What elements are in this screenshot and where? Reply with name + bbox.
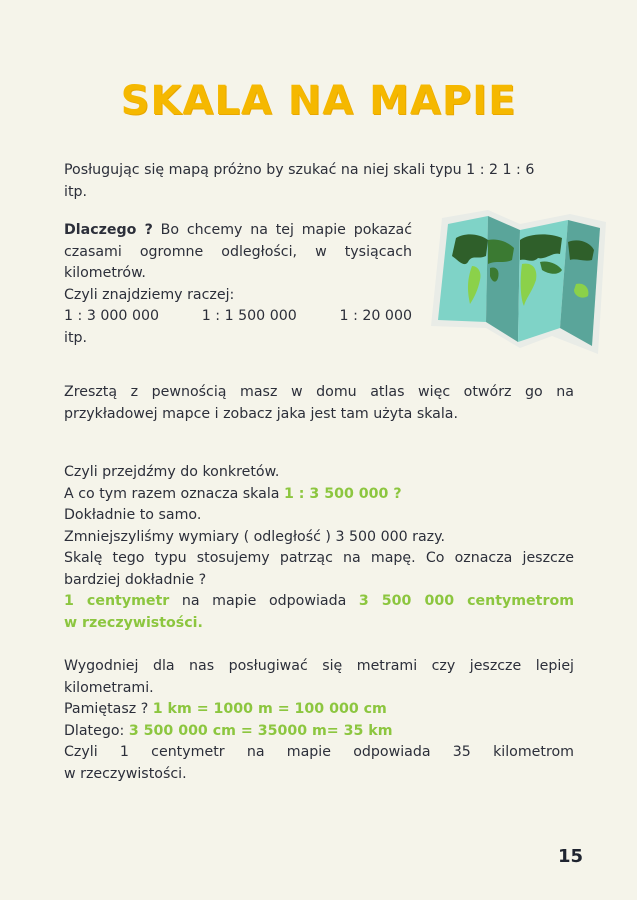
units-line-1: Wygodniej dla nas posługiwać się metrami czy jeszcze lepiej bbox=[64, 658, 574, 674]
why-line-1 bbox=[64, 220, 412, 242]
units-line-2: kilometrami. bbox=[64, 679, 154, 696]
ratio-example: 1 : 1 500 000 bbox=[201, 308, 297, 324]
km-conversion-highlight: 1 km = 1000 m = 100 000 cm bbox=[152, 701, 387, 717]
page-title: SKALA NA MAPIE bbox=[120, 78, 517, 124]
ratio-examples bbox=[64, 306, 412, 328]
ratio-example: 1 : 20 000 bbox=[339, 308, 412, 324]
units-line-4 bbox=[64, 721, 574, 743]
why-line-3: kilometrów. bbox=[64, 265, 146, 281]
scale-line-7-text: na mapie odpowiada bbox=[169, 593, 359, 609]
units-line-6: w rzeczywistości. bbox=[64, 765, 187, 782]
scale-line-7 bbox=[64, 591, 574, 613]
intro-paragraph bbox=[64, 160, 574, 203]
reality-highlight: w rzeczywistości. bbox=[64, 614, 203, 631]
scale-line-3: Dokładnie to samo. bbox=[64, 507, 202, 523]
why-line-2: czasami ogromne odległości, w tysiącach bbox=[64, 243, 412, 260]
why-line-6: itp. bbox=[64, 329, 88, 346]
why-label: Dlaczego ? bbox=[64, 222, 153, 238]
centimeters-highlight: 3 500 000 centymetrom bbox=[358, 593, 574, 609]
intro-line-2: itp. bbox=[64, 183, 88, 200]
atlas-line-2: przykładowej mapce i zobacz jaka jest tam użyta skala. bbox=[64, 405, 459, 422]
atlas-paragraph bbox=[64, 382, 574, 425]
scale-line-6: bardziej dokładnie ? bbox=[64, 571, 207, 588]
atlas-line-1: Zresztą z pewnością masz w domu atlas więc otwórz go na bbox=[64, 384, 574, 400]
units-line-3-text: Pamiętasz ? bbox=[64, 701, 153, 717]
scale-line-1: Czyli przejdźmy do konkretów. bbox=[64, 464, 280, 480]
intro-line-1: Posługując się mapą próżno by szukać na niej skali typu 1 : 2 1 : 6 bbox=[64, 162, 535, 178]
units-line-5: Czyli 1 centymetr na mapie odpowiada 35 kilometrom bbox=[64, 744, 574, 760]
units-line-3 bbox=[64, 699, 574, 721]
scale-line-2 bbox=[64, 484, 574, 506]
folded-world-map-icon bbox=[428, 208, 608, 358]
scale-highlight: 1 : 3 500 000 ? bbox=[284, 485, 402, 502]
units-line-4-text: Dlatego: bbox=[64, 722, 129, 739]
ratio-example: 1 : 3 000 000 bbox=[64, 308, 160, 324]
scale-conversion-highlight: 3 500 000 cm = 35000 m= 35 km bbox=[128, 722, 393, 739]
page-number: 15 bbox=[557, 846, 583, 867]
why-line-1-text: Bo chcemy na tej mapie pokazać bbox=[152, 222, 412, 238]
why-line-4: Czyli znajdziemy raczej: bbox=[64, 286, 235, 303]
why-paragraph bbox=[64, 220, 412, 349]
scale-meaning-paragraph bbox=[64, 462, 574, 634]
scale-line-4: Zmniejszyliśmy wymiary ( odległość ) 3 500 000 razy. bbox=[64, 528, 446, 545]
units-paragraph bbox=[64, 656, 574, 785]
centimeter-highlight: 1 centymetr bbox=[64, 593, 170, 609]
scale-line-5: Skalę tego typu stosujemy patrząc na mapę. Co oznacza jeszcze bbox=[64, 550, 574, 566]
scale-line-2-text: A co tym razem oznacza skala bbox=[64, 485, 284, 502]
